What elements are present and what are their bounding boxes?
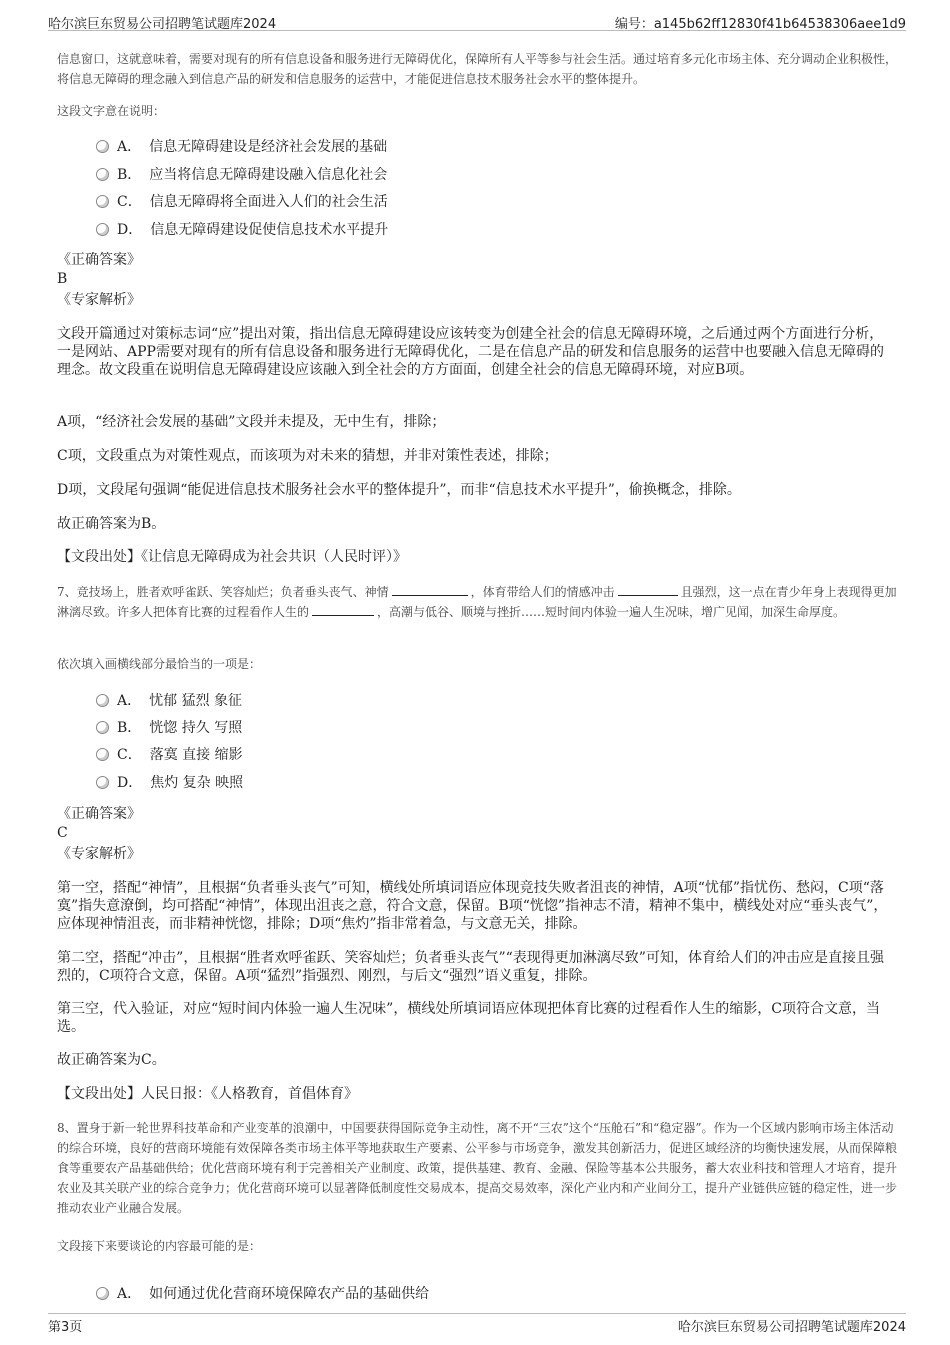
q6-option-d[interactable]: D． 信息无障碍建设促使信息技术水平提升: [96, 219, 388, 241]
radio-icon[interactable]: [96, 1287, 109, 1300]
q6-answer: B: [57, 271, 68, 287]
q6-analysis-a: A项，“经济社会发展的基础”文段并未提及，无中生有，排除；: [57, 414, 446, 430]
page-header: [48, 10, 906, 31]
q6-passage-tail: 信息窗口，这就意味着，需要对现有的所有信息设备和服务进行无障碍优化，保障所有人平等参与社会生活。通过培育多元化市场主体、充分调动企业积极性，将信息无障碍的理念融入到信息产品的研发和信息服务的运营中，才能促进信息技术服务社会水平的整体提升。: [57, 52, 898, 86]
q6-analysis-d: D项，文段尾句强调“能促进信息技术服务社会水平的整体提升”，而非“信息技术水平提升”，偷换概念，排除。: [57, 482, 741, 498]
q7-analysis-blank2: 第二空，搭配“冲击”，且根据“胜者欢呼雀跃、笑容灿烂；负者垂头丧气”“表现得更加淋漓尽致”可知，体育给人们的冲击应是直接且强烈的，C项符合文意，保留。A项“猛烈”指强烈、刚烈，与后文“强烈”语义重复，排除。: [57, 950, 884, 984]
radio-icon[interactable]: [96, 694, 109, 707]
q6-answer-label: 《正确答案》: [57, 252, 141, 268]
q7-conclusion: 故正确答案为C。: [57, 1052, 166, 1068]
radio-icon[interactable]: [96, 168, 109, 181]
q7-option-d[interactable]: D． 焦灼 复杂 映照: [96, 772, 243, 794]
q7-stem: 7、竞技场上，胜者欢呼雀跃、笑容灿烂；负者垂头丧气、神情 ，体育带给人们的情感冲击 且强烈，这一点在青少年身上表现得更加淋漓尽致。许多人把体育比赛的过程看作人生的 ，高潮与低谷、顺境与挫折……短时间内体验一遍人生况味，增广见闻，加深生命厚度。: [57, 585, 897, 619]
q7-question: 依次填入画横线部分最恰当的一项是：: [57, 657, 262, 671]
radio-icon[interactable]: [96, 195, 109, 208]
q6-analysis-label: 《专家解析》: [57, 292, 141, 308]
radio-icon[interactable]: [96, 748, 109, 761]
radio-icon[interactable]: [96, 776, 109, 789]
document-number: 编号：a145b62ff12830f41b64538306aee1d9: [614, 17, 906, 32]
blank-2: [618, 583, 678, 596]
q8-option-a[interactable]: A． 如何通过优化营商环境保障农产品的基础供给: [96, 1283, 429, 1305]
q7-analysis-label: 《专家解析》: [57, 846, 141, 862]
q6-question: 这段文字意在说明：: [57, 104, 166, 118]
q6-analysis-c: C项，文段重点为对策性观点，而该项为对未来的猜想，并非对策性表述，排除；: [57, 448, 558, 464]
header-title: 哈尔滨巨东贸易公司招聘笔试题库2024: [48, 17, 277, 32]
radio-icon[interactable]: [96, 223, 109, 236]
q7-analysis-blank1: 第一空，搭配“神情”，且根据“负者垂头丧气”可知，横线处所填词语应体现竞技失败者沮丧的神情，A项“忧郁”指忧伤、愁闷，C项“落寞”指失意潦倒，均可搭配“神情”，体现出沮丧之意，符合文意，保留。B项“恍惚”指神志不清，精神不集中，横线处对应“垂头丧气”，应体现神情沮丧，而非精神恍惚，排除；D项“焦灼”指非常着急，与文意无关，排除。: [57, 880, 888, 932]
q6-option-b[interactable]: B． 应当将信息无障碍建设融入信息化社会: [96, 164, 387, 186]
q8-question: 文段接下来要谈论的内容最可能的是：: [57, 1239, 262, 1253]
q6-option-c[interactable]: C． 信息无障碍将全面进入人们的社会生活: [96, 191, 388, 213]
q6-analysis-main: 文段开篇通过对策标志词“应”提出对策，指出信息无障碍建设应该转变为创建全社会的信息无障碍环境，之后通过两个方面进行分析，一是网站、APP需要对现有的所有信息设备和服务进行无障碍优化，二是在信息产品的研发和信息服务的运营中也要融入信息无障碍的理念。故文段重在说明信息无障碍建设应该融入到全社会的方方面面，创建全社会的信息无障碍环境，对应B项。: [57, 326, 884, 378]
q6-source: 【文段出处】《让信息无障碍成为社会共识（人民时评）》: [57, 549, 407, 565]
blank-3: [312, 603, 374, 616]
radio-icon[interactable]: [96, 721, 109, 734]
page-number: 第3页: [48, 1320, 83, 1335]
blank-1: [392, 583, 468, 596]
q6-option-a[interactable]: A． 信息无障碍建设是经济社会发展的基础: [96, 136, 387, 158]
q7-option-a[interactable]: A． 忧郁 猛烈 象征: [96, 690, 242, 712]
q8-stem: 8、置身于新一轮世界科技革命和产业变革的浪潮中，中国要获得国际竞争主动性，离不开“三农”这个“压舱石”和“稳定器”。作为一个区域内影响市场主体活动的综合环境，良好的营商环境能有效保障各类市场主体平等地获取生产要素、公平参与市场竞争，激发其创新活力，促进区域经济的均衡快速发展，从而保障粮食等重要农产品基础供给；优化营商环境有利于完善相关产业制度、政策，提供基建、教育、金融、保险等基本公共服务，蓄大农业科技和管理人才培育，提升农业及其关联产业的综合竞争力；优化营商环境可以显著降低制度性交易成本，提高交易效率，深化产业内和产业间分工，提升产业链供应链的稳定性，进一步推动农业产业融合发展。: [57, 1121, 898, 1215]
q7-option-c[interactable]: C． 落寞 直接 缩影: [96, 744, 243, 766]
q7-answer: C: [57, 825, 68, 841]
q7-analysis-blank3: 第三空，代入验证，对应“短时间内体验一遍人生况味”，横线处所填词语应体现把体育比赛的过程看作人生的缩影，C项符合文意，当选。: [57, 1001, 881, 1035]
footer-title: 哈尔滨巨东贸易公司招聘笔试题库2024: [677, 1320, 906, 1335]
q6-conclusion: 故正确答案为B。: [57, 516, 166, 532]
q7-option-b[interactable]: B． 恍惚 持久 写照: [96, 717, 242, 739]
q7-source: 【文段出处】人民日报：《人格教育，首倡体育》: [57, 1086, 358, 1102]
radio-icon[interactable]: [96, 140, 109, 153]
q7-answer-label: 《正确答案》: [57, 806, 141, 822]
page-footer: [48, 1313, 906, 1334]
